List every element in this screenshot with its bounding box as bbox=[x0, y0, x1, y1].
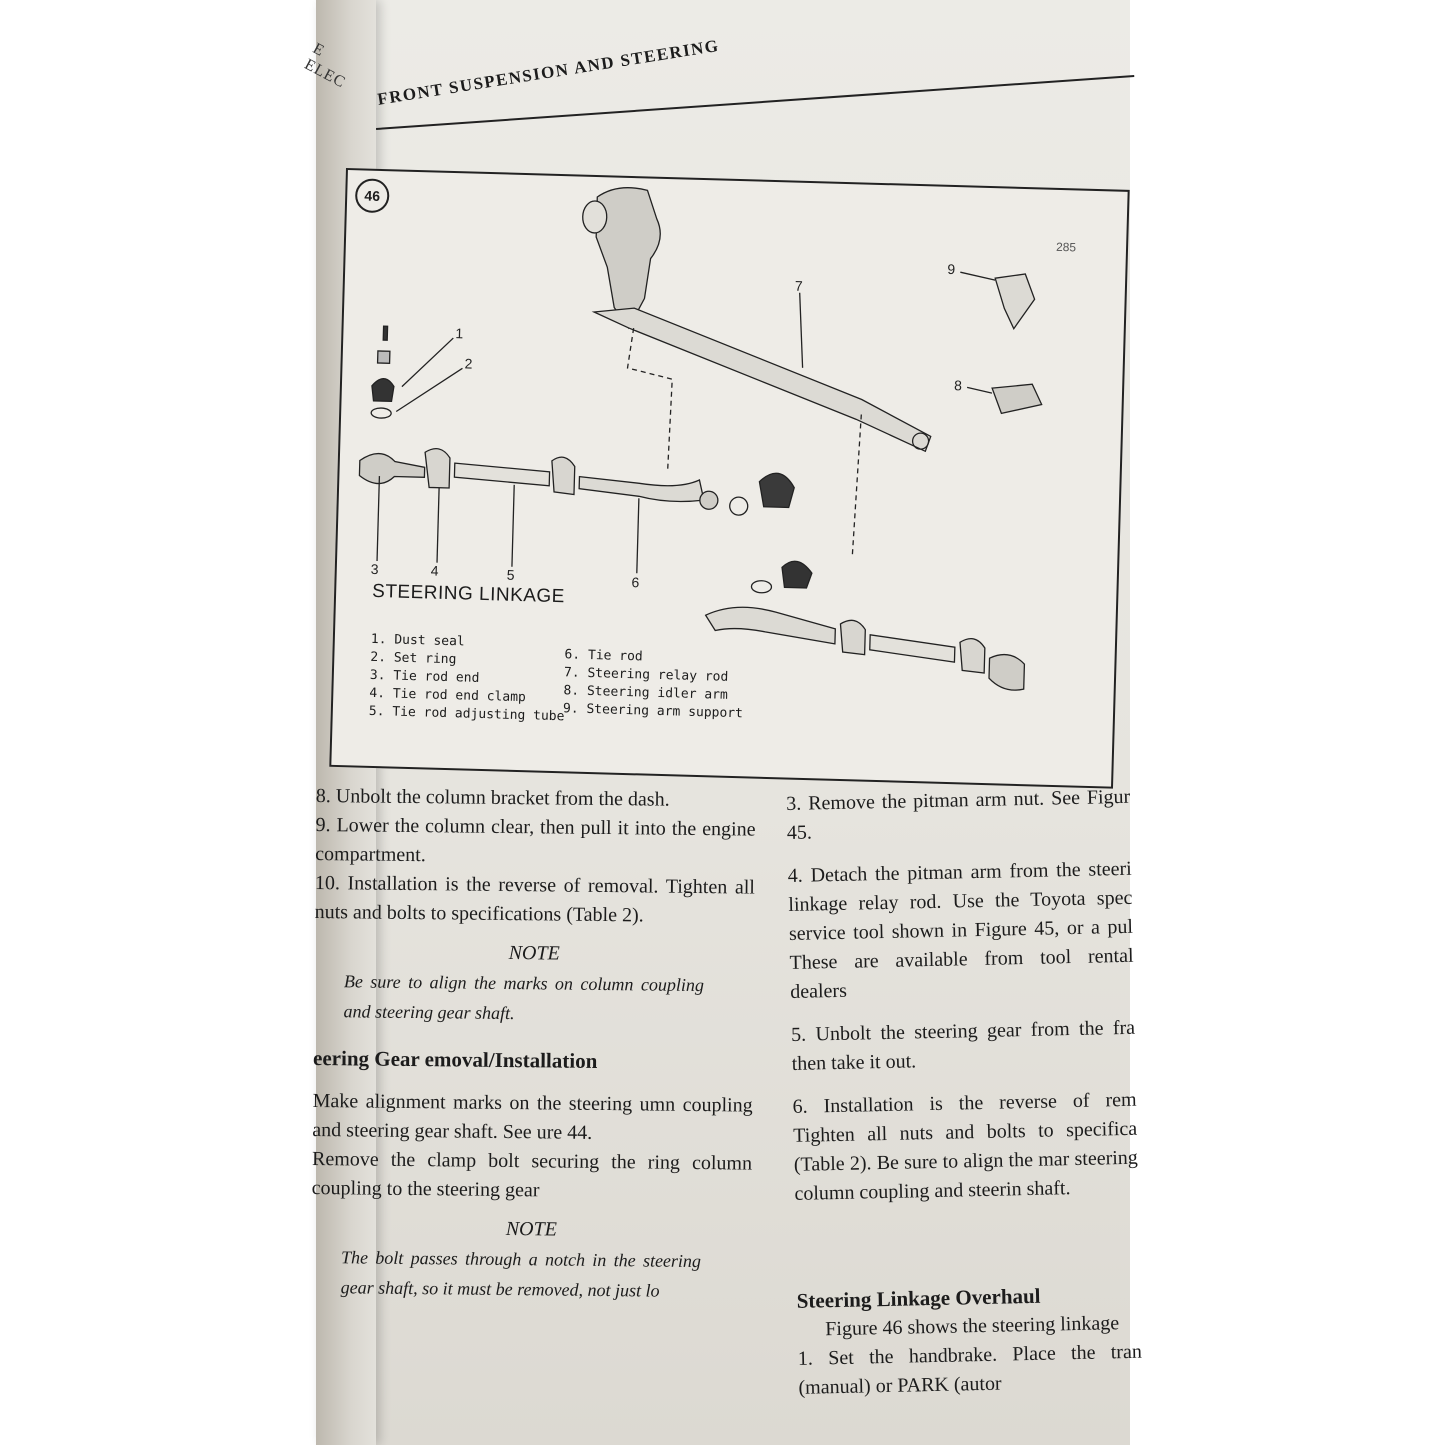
callout-1: 1 bbox=[455, 325, 464, 342]
leader-6 bbox=[637, 498, 639, 573]
figure-46 bbox=[329, 168, 1129, 789]
leader-5 bbox=[512, 485, 514, 567]
step-1: 1. Set the handbrake. Place the tran (manual) or PARK (autor bbox=[797, 1340, 1143, 1399]
step-2: Remove the clamp bolt securing the ring column coupling to the steering gear bbox=[311, 1147, 753, 1202]
note-title: NOTE bbox=[508, 942, 560, 965]
dust-seal-lower bbox=[781, 561, 812, 588]
step-4: 4. Detach the pitman arm from the steeri linkage relay rod. Use the Toyota spec service tool shown in Figure 45, or a pul These are available from tool rental dealers bbox=[787, 857, 1134, 1003]
step-8: 8. Unbolt the column bracket from the dash. bbox=[315, 784, 670, 811]
step-10: 10. Installation is the reverse of removal. Tighten all nuts and bolts to specifications (Table 2). bbox=[314, 871, 756, 927]
tie-rod-left bbox=[579, 477, 705, 503]
relay-rod bbox=[590, 307, 934, 451]
ring-lower bbox=[751, 580, 771, 593]
adjusting-tube-left bbox=[454, 463, 550, 486]
section-heading: Steering Linkage Overhaul bbox=[796, 1283, 1041, 1313]
figure-number: 46 bbox=[355, 178, 390, 213]
step-3: 3. Remove the pitman arm nut. See Figur 45. bbox=[786, 785, 1131, 844]
step-1: Make alignment marks on the steering umn coupling and steering gear shaft. See ure 44. bbox=[312, 1089, 753, 1144]
note-title: NOTE bbox=[505, 1218, 558, 1241]
legend-right bbox=[563, 646, 745, 723]
note-body: The bolt passes through a notch in the steering gear shaft, so it must be removed, not just lo bbox=[340, 1247, 702, 1301]
legend-item: 4. Tie rod end clamp bbox=[369, 685, 527, 706]
callout-6: 6 bbox=[631, 574, 640, 591]
clamp-lower-right bbox=[959, 638, 985, 673]
left-text-column bbox=[311, 782, 756, 1307]
leader-2 bbox=[396, 367, 462, 414]
callout-5: 5 bbox=[506, 566, 515, 583]
tie-rod-right bbox=[705, 606, 836, 644]
running-header: FRONT SUSPENSION AND STEERING bbox=[376, 35, 721, 109]
tie-rod-end-clamp-right bbox=[551, 457, 575, 495]
leader-3 bbox=[377, 476, 379, 561]
step-9: 9. Lower the column clear, then pull it into the engine compartment. bbox=[315, 813, 756, 867]
leader-4 bbox=[437, 488, 439, 563]
tie-rod-end-clamp-left bbox=[424, 448, 450, 488]
dust-seal-boot bbox=[759, 473, 795, 508]
callout-8: 8 bbox=[953, 377, 963, 394]
intro-text: Figure 46 shows the steering linkage bbox=[825, 1312, 1120, 1341]
dust-seal-ring bbox=[729, 497, 747, 515]
callout-4: 4 bbox=[430, 562, 439, 579]
callout-3: 3 bbox=[370, 560, 379, 578]
note-body: Be sure to align the marks on column coupling and steering gear shaft. bbox=[343, 971, 704, 1024]
step-5: 5. Unbolt the steering gear from the fra then take it out. bbox=[790, 1016, 1136, 1075]
steering-gear-port bbox=[582, 201, 607, 234]
tie-rod-end-ball bbox=[700, 491, 718, 509]
idler-arm bbox=[991, 383, 1042, 414]
section-heading: eering Gear emoval/Installation bbox=[312, 1045, 598, 1073]
legend-left bbox=[369, 631, 567, 726]
tie-rod-end-left bbox=[359, 453, 425, 485]
figure-title: STEERING LINKAGE bbox=[371, 580, 566, 608]
callout-9: 9 bbox=[947, 260, 956, 278]
dash-line-a bbox=[625, 328, 674, 469]
right-text-column bbox=[786, 783, 1143, 1403]
cotter-pin bbox=[383, 326, 387, 340]
tie-rod-end-right bbox=[989, 654, 1025, 690]
legend-item: 9. Steering arm support bbox=[562, 701, 744, 722]
set-ring bbox=[371, 408, 391, 419]
legend-item: 6. Tie rod bbox=[564, 647, 643, 665]
arm-support bbox=[994, 273, 1036, 329]
page-number: 285 bbox=[1055, 239, 1077, 255]
leader-7 bbox=[798, 293, 805, 368]
legend-item: 1. Dust seal bbox=[370, 631, 465, 650]
dust-seal-top-left bbox=[372, 378, 395, 401]
legend-item: 8. Steering idler arm bbox=[563, 683, 729, 703]
photo bbox=[301, 0, 1143, 1445]
legend-item: 7. Steering relay rod bbox=[563, 665, 729, 685]
castle-nut bbox=[378, 351, 390, 363]
dash-line-b bbox=[852, 414, 861, 554]
step-6: 6. Installation is the reverse of rem Tighten all nuts and bolts to specifica (Table 2). Be sure to align the mar steering column coupling and steerin shaft. bbox=[792, 1088, 1139, 1205]
manual-page bbox=[301, 0, 1143, 1445]
leader-9 bbox=[960, 272, 995, 280]
adjusting-tube-right bbox=[869, 635, 955, 662]
legend-item: 3. Tie rod end bbox=[369, 667, 480, 686]
callout-2: 2 bbox=[464, 355, 473, 372]
leader-1 bbox=[402, 337, 453, 388]
leader-8 bbox=[967, 387, 992, 393]
legend-item: 5. Tie rod adjusting tube bbox=[368, 703, 565, 725]
callout-7: 7 bbox=[794, 277, 803, 294]
back-page-text: E ELEC bbox=[301, 40, 349, 92]
legend-item: 2. Set ring bbox=[370, 649, 457, 668]
clamp-lower bbox=[840, 620, 866, 655]
